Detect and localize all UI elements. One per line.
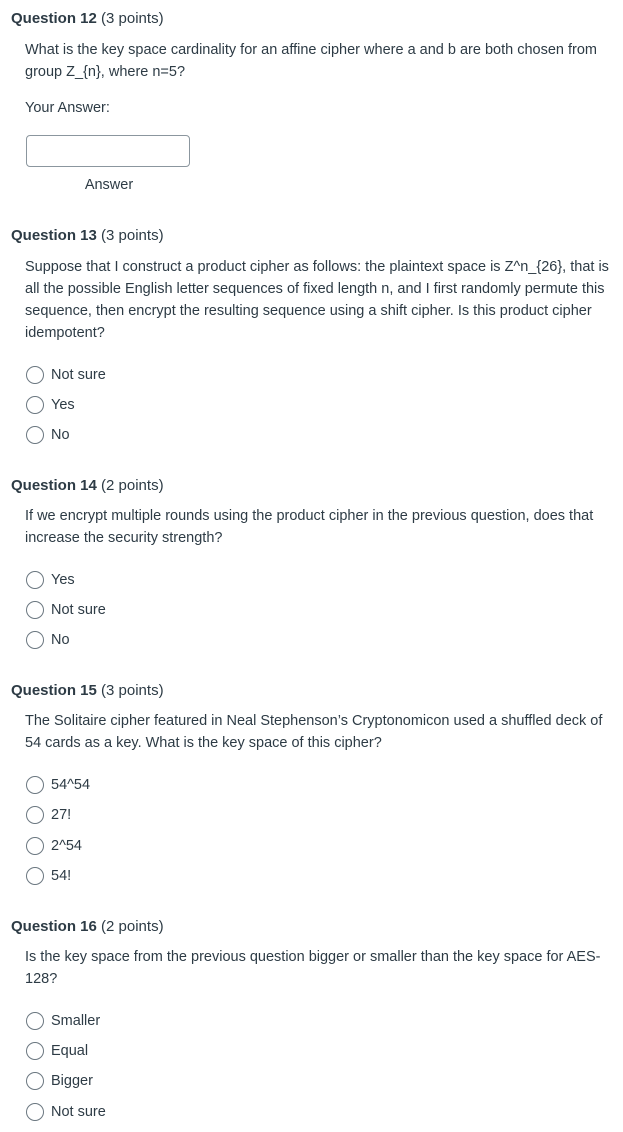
q15-option-3[interactable] <box>26 836 82 856</box>
q13-option-3[interactable] <box>26 425 70 445</box>
answer-caption: Answer <box>84 177 134 193</box>
radio-button[interactable] <box>26 1012 44 1030</box>
question-12-title <box>11 10 164 28</box>
q14-option-2[interactable] <box>26 600 106 620</box>
q14-option-3[interactable] <box>26 630 70 650</box>
question-points: (2 points) <box>101 477 164 494</box>
question-15-title <box>11 682 164 700</box>
question-13-text: Suppose that I construct a product cipher as follows: the plaintext space is Z^n_{26}, that is all the possible English letter sequences of fixed length n, and I first randomly permute this sequence, then encrypt the resulting sequence using a shift cipher. Is this product cipher idempotent? <box>25 259 609 341</box>
option-label: Not sure <box>51 1104 106 1120</box>
question-points: (3 points) <box>101 10 164 27</box>
radio-button[interactable] <box>26 837 44 855</box>
question-12-text: What is the key space cardinality for an affine cipher where a and b are both chosen from group Z_{n}, where n=5? <box>25 42 597 80</box>
question-points: (3 points) <box>101 227 164 244</box>
q13-option-2[interactable] <box>26 395 75 415</box>
radio-button[interactable] <box>26 366 44 384</box>
your-answer-label: Your Answer: <box>25 100 110 116</box>
radio-button[interactable] <box>26 631 44 649</box>
question-number: Question 12 <box>11 10 97 27</box>
q16-option-2[interactable] <box>26 1041 88 1061</box>
question-number: Question 16 <box>11 918 97 935</box>
q15-option-1[interactable] <box>26 775 90 795</box>
question-number: Question 14 <box>11 477 97 494</box>
radio-button[interactable] <box>26 776 44 794</box>
radio-button[interactable] <box>26 571 44 589</box>
option-label: 27! <box>51 807 72 823</box>
q14-option-1[interactable] <box>26 570 75 590</box>
option-label: No <box>51 632 70 648</box>
option-label: 2^54 <box>51 838 82 854</box>
question-13-title <box>11 227 164 245</box>
q16-option-3[interactable] <box>26 1071 93 1091</box>
q16-option-4[interactable] <box>26 1102 106 1122</box>
question-16-title <box>11 918 164 936</box>
option-label: 54! <box>51 868 72 884</box>
q16-option-1[interactable] <box>26 1011 100 1031</box>
radio-button[interactable] <box>26 601 44 619</box>
question-points: (3 points) <box>101 682 164 699</box>
question-16-text: Is the key space from the previous question bigger or smaller than the key space for AES-128? <box>25 949 601 987</box>
question-points: (2 points) <box>101 918 164 935</box>
option-label: Yes <box>51 572 75 588</box>
q15-option-2[interactable] <box>26 805 71 825</box>
q13-option-1[interactable] <box>26 365 106 385</box>
radio-button[interactable] <box>26 867 44 885</box>
option-label: No <box>51 427 70 443</box>
radio-button[interactable] <box>26 806 44 824</box>
option-label: 54^54 <box>51 777 91 793</box>
option-label: Not sure <box>51 367 106 383</box>
option-label: Not sure <box>51 602 106 618</box>
q15-option-4[interactable] <box>26 866 71 886</box>
radio-button[interactable] <box>26 396 44 414</box>
option-label: Smaller <box>51 1013 101 1029</box>
question-14-title <box>11 477 164 495</box>
question-number: Question 13 <box>11 227 97 244</box>
option-label: Equal <box>51 1043 89 1059</box>
question-15-text: The Solitaire cipher featured in Neal Stephenson’s Cryptonomicon used a shuffled deck of 54 cards as a key. What is the key space of this cipher? <box>25 713 603 751</box>
radio-button[interactable] <box>26 426 44 444</box>
radio-button[interactable] <box>26 1072 44 1090</box>
answer-input[interactable] <box>26 135 190 167</box>
question-number: Question 15 <box>11 682 97 699</box>
question-14-text: If we encrypt multiple rounds using the product cipher in the previous question, does that increase the security strength? <box>25 508 594 546</box>
radio-button[interactable] <box>26 1103 44 1121</box>
option-label: Bigger <box>51 1073 93 1089</box>
option-label: Yes <box>51 397 75 413</box>
radio-button[interactable] <box>26 1042 44 1060</box>
